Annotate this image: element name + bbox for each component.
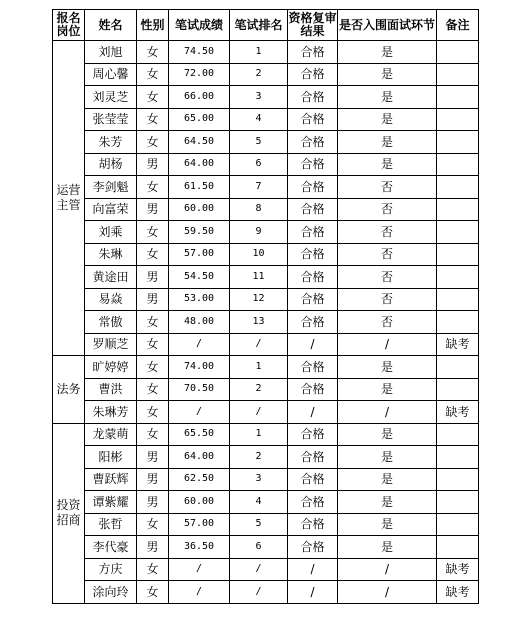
header-score: 笔试成绩 <box>169 10 230 41</box>
candidate-name: 张莹莹 <box>85 108 137 131</box>
position-group-label: 法务 <box>53 356 85 424</box>
remark <box>437 153 479 176</box>
table-row <box>53 468 479 491</box>
table-row <box>53 288 479 311</box>
remark <box>437 378 479 401</box>
candidate-name: 胡杨 <box>85 153 137 176</box>
candidate-name: 张哲 <box>85 513 137 536</box>
review-result: 合格 <box>288 288 338 311</box>
written-rank: 4 <box>230 108 288 131</box>
header-review: 资格复审结果 <box>288 10 338 41</box>
interview-status: 是 <box>338 536 437 559</box>
written-score: 60.00 <box>169 491 230 514</box>
interview-status: 是 <box>338 41 437 64</box>
written-score: 60.00 <box>169 198 230 221</box>
written-rank: 2 <box>230 63 288 86</box>
remark: 缺考 <box>437 558 479 581</box>
written-rank: 6 <box>230 153 288 176</box>
candidate-gender: 女 <box>137 513 169 536</box>
candidate-gender: 男 <box>137 468 169 491</box>
written-score: 61.50 <box>169 176 230 199</box>
candidate-gender: 女 <box>137 356 169 379</box>
candidate-name: 朱琳芳 <box>85 401 137 424</box>
written-score: 57.00 <box>169 513 230 536</box>
review-result: / <box>288 333 338 356</box>
candidate-name: 刘乘 <box>85 221 137 244</box>
candidate-gender: 女 <box>137 333 169 356</box>
candidate-name: 李代豪 <box>85 536 137 559</box>
remark <box>437 536 479 559</box>
interview-status: 否 <box>338 266 437 289</box>
written-rank: 4 <box>230 491 288 514</box>
candidate-gender: 男 <box>137 536 169 559</box>
candidate-name: 旷婷婷 <box>85 356 137 379</box>
table-row <box>53 153 479 176</box>
interview-status: 是 <box>338 423 437 446</box>
candidate-gender: 女 <box>137 311 169 334</box>
table-row <box>53 446 479 469</box>
review-result: 合格 <box>288 491 338 514</box>
interview-status: 是 <box>338 378 437 401</box>
candidate-gender: 女 <box>137 63 169 86</box>
table-row <box>53 536 479 559</box>
remark <box>437 513 479 536</box>
table-row <box>53 131 479 154</box>
review-result: 合格 <box>288 513 338 536</box>
written-score: 70.50 <box>169 378 230 401</box>
remark <box>437 131 479 154</box>
written-score: 36.50 <box>169 536 230 559</box>
written-rank: / <box>230 581 288 604</box>
review-result: 合格 <box>288 41 338 64</box>
interview-status: / <box>338 558 437 581</box>
header-row <box>53 10 479 41</box>
candidate-gender: 女 <box>137 176 169 199</box>
remark <box>437 491 479 514</box>
candidate-name: 朱琳 <box>85 243 137 266</box>
remark: 缺考 <box>437 333 479 356</box>
review-result: 合格 <box>288 153 338 176</box>
interview-status: 否 <box>338 311 437 334</box>
candidate-name: 涂向玲 <box>85 581 137 604</box>
written-rank: 6 <box>230 536 288 559</box>
table-row <box>53 333 479 356</box>
written-score: / <box>169 558 230 581</box>
interview-status: 是 <box>338 108 437 131</box>
written-score: 57.00 <box>169 243 230 266</box>
remark: 缺考 <box>437 401 479 424</box>
review-result: 合格 <box>288 131 338 154</box>
review-result: 合格 <box>288 356 338 379</box>
written-rank: 13 <box>230 311 288 334</box>
interview-status: 是 <box>338 356 437 379</box>
candidate-name: 阳彬 <box>85 446 137 469</box>
candidate-name: 谭紫耀 <box>85 491 137 514</box>
table-row <box>53 266 479 289</box>
interview-status: 是 <box>338 86 437 109</box>
candidate-name: 李剑魁 <box>85 176 137 199</box>
written-rank: 1 <box>230 41 288 64</box>
written-rank: 3 <box>230 468 288 491</box>
review-result: 合格 <box>288 378 338 401</box>
review-result: 合格 <box>288 86 338 109</box>
position-group-label: 运营主管 <box>53 41 85 356</box>
written-rank: 2 <box>230 446 288 469</box>
written-score: / <box>169 581 230 604</box>
candidate-gender: 女 <box>137 243 169 266</box>
written-score: 48.00 <box>169 311 230 334</box>
interview-status: 否 <box>338 243 437 266</box>
review-result: 合格 <box>288 468 338 491</box>
table-row <box>53 378 479 401</box>
written-score: 64.00 <box>169 153 230 176</box>
review-result: 合格 <box>288 446 338 469</box>
interview-status: 是 <box>338 63 437 86</box>
candidate-name: 曹跃辉 <box>85 468 137 491</box>
written-score: 66.00 <box>169 86 230 109</box>
written-score: 62.50 <box>169 468 230 491</box>
remark <box>437 446 479 469</box>
candidate-name: 朱芳 <box>85 131 137 154</box>
remark <box>437 423 479 446</box>
written-score: 65.00 <box>169 108 230 131</box>
written-rank: 5 <box>230 513 288 536</box>
interview-status: / <box>338 333 437 356</box>
remark <box>437 468 479 491</box>
review-result: 合格 <box>288 198 338 221</box>
interview-status: 是 <box>338 491 437 514</box>
written-score: 65.50 <box>169 423 230 446</box>
written-rank: 11 <box>230 266 288 289</box>
interview-status: 是 <box>338 446 437 469</box>
written-score: 59.50 <box>169 221 230 244</box>
remark <box>437 176 479 199</box>
interview-status: 是 <box>338 131 437 154</box>
written-rank: 9 <box>230 221 288 244</box>
written-rank: 5 <box>230 131 288 154</box>
review-result: 合格 <box>288 243 338 266</box>
candidate-name: 周心馨 <box>85 63 137 86</box>
table-row <box>53 221 479 244</box>
header-position: 报名岗位 <box>53 10 85 41</box>
review-result: / <box>288 581 338 604</box>
written-score: 64.00 <box>169 446 230 469</box>
remark <box>437 311 479 334</box>
remark <box>437 356 479 379</box>
remark <box>437 198 479 221</box>
candidate-name: 常傲 <box>85 311 137 334</box>
written-rank: 7 <box>230 176 288 199</box>
candidate-gender: 女 <box>137 378 169 401</box>
interview-status: / <box>338 401 437 424</box>
table-row <box>53 558 479 581</box>
remark <box>437 221 479 244</box>
written-score: 64.50 <box>169 131 230 154</box>
candidate-name: 黄途田 <box>85 266 137 289</box>
remark <box>437 63 479 86</box>
interview-status: / <box>338 581 437 604</box>
table-row <box>53 86 479 109</box>
table-row <box>53 243 479 266</box>
review-result: / <box>288 558 338 581</box>
candidate-gender: 男 <box>137 153 169 176</box>
interview-status: 否 <box>338 198 437 221</box>
candidate-gender: 女 <box>137 86 169 109</box>
table-row <box>53 108 479 131</box>
review-result: 合格 <box>288 221 338 244</box>
review-result: 合格 <box>288 63 338 86</box>
candidate-gender: 男 <box>137 446 169 469</box>
candidate-gender: 女 <box>137 41 169 64</box>
table-body <box>53 41 479 604</box>
written-score: 53.00 <box>169 288 230 311</box>
header-remark: 备注 <box>437 10 479 41</box>
header-gender: 性别 <box>137 10 169 41</box>
candidate-gender: 男 <box>137 491 169 514</box>
written-rank: / <box>230 401 288 424</box>
candidate-name: 曹洪 <box>85 378 137 401</box>
written-score: 72.00 <box>169 63 230 86</box>
written-score: 54.50 <box>169 266 230 289</box>
remark <box>437 288 479 311</box>
review-result: 合格 <box>288 108 338 131</box>
written-rank: 3 <box>230 86 288 109</box>
candidate-gender: 女 <box>137 131 169 154</box>
review-result: 合格 <box>288 176 338 199</box>
interview-status: 是 <box>338 468 437 491</box>
table-row <box>53 513 479 536</box>
table-row <box>53 423 479 446</box>
remark: 缺考 <box>437 581 479 604</box>
remark <box>437 41 479 64</box>
remark <box>437 266 479 289</box>
results-table <box>52 9 479 604</box>
written-rank: 8 <box>230 198 288 221</box>
table-row <box>53 198 479 221</box>
candidate-name: 向富荣 <box>85 198 137 221</box>
written-rank: 10 <box>230 243 288 266</box>
interview-status: 是 <box>338 153 437 176</box>
candidate-gender: 男 <box>137 266 169 289</box>
interview-status: 否 <box>338 176 437 199</box>
review-result: 合格 <box>288 266 338 289</box>
candidate-gender: 女 <box>137 558 169 581</box>
header-name: 姓名 <box>85 10 137 41</box>
candidate-name: 方庆 <box>85 558 137 581</box>
candidate-gender: 男 <box>137 288 169 311</box>
candidate-gender: 女 <box>137 581 169 604</box>
candidate-gender: 女 <box>137 221 169 244</box>
candidate-gender: 女 <box>137 108 169 131</box>
remark <box>437 108 479 131</box>
candidate-name: 罗顺芝 <box>85 333 137 356</box>
written-rank: / <box>230 558 288 581</box>
written-rank: / <box>230 333 288 356</box>
remark <box>437 86 479 109</box>
written-rank: 2 <box>230 378 288 401</box>
interview-status: 否 <box>338 221 437 244</box>
interview-status: 是 <box>338 513 437 536</box>
written-rank: 1 <box>230 423 288 446</box>
written-score: 74.50 <box>169 41 230 64</box>
table-row <box>53 356 479 379</box>
table-row <box>53 176 479 199</box>
table-row <box>53 41 479 64</box>
table-row <box>53 581 479 604</box>
table-row <box>53 311 479 334</box>
written-rank: 12 <box>230 288 288 311</box>
header-rank: 笔试排名 <box>230 10 288 41</box>
written-rank: 1 <box>230 356 288 379</box>
review-result: 合格 <box>288 536 338 559</box>
written-score: / <box>169 333 230 356</box>
table-row <box>53 63 479 86</box>
table-row <box>53 401 479 424</box>
review-result: / <box>288 401 338 424</box>
written-score: / <box>169 401 230 424</box>
position-group-label: 投资招商 <box>53 423 85 603</box>
review-result: 合格 <box>288 311 338 334</box>
candidate-gender: 男 <box>137 198 169 221</box>
candidate-name: 龙蒙萌 <box>85 423 137 446</box>
candidate-gender: 女 <box>137 401 169 424</box>
candidate-gender: 女 <box>137 423 169 446</box>
review-result: 合格 <box>288 423 338 446</box>
interview-status: 否 <box>338 288 437 311</box>
written-score: 74.00 <box>169 356 230 379</box>
candidate-name: 刘灵芝 <box>85 86 137 109</box>
candidate-name: 易焱 <box>85 288 137 311</box>
header-interview: 是否入围面试环节 <box>338 10 437 41</box>
table-row <box>53 491 479 514</box>
remark <box>437 243 479 266</box>
candidate-name: 刘旭 <box>85 41 137 64</box>
